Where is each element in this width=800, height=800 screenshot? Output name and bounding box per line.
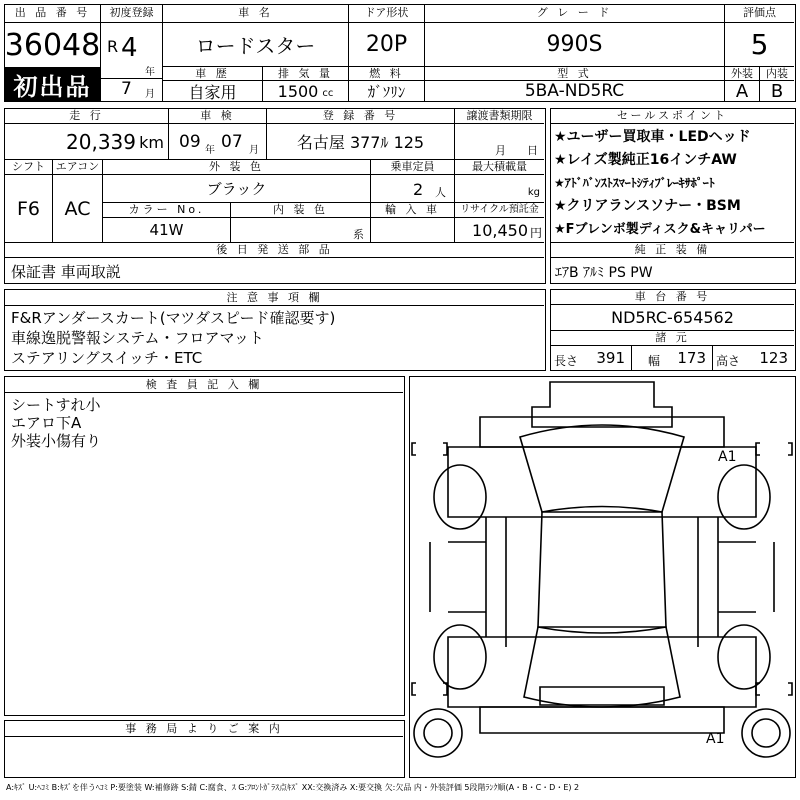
int-cell bbox=[760, 81, 794, 101]
cc-cell bbox=[263, 81, 349, 101]
transfer-label: 譲渡書類期限 bbox=[455, 109, 544, 124]
dims-label: 諸 元 bbox=[551, 331, 794, 346]
sales-point: ★ユーザー買取車・LEDヘッド bbox=[554, 129, 751, 145]
chassis-cell bbox=[551, 305, 794, 331]
capacity-label: 乗車定員 bbox=[371, 160, 455, 175]
color-cell bbox=[103, 175, 371, 203]
lot-number bbox=[5, 23, 101, 67]
inspector-line: シートすれ小 bbox=[11, 396, 101, 414]
model-label: 型 式 bbox=[425, 67, 725, 81]
chassis-label: 車 台 番 号 bbox=[551, 290, 794, 305]
width-cell bbox=[632, 346, 713, 370]
width-text: 173 bbox=[677, 349, 706, 367]
load-unit: kg bbox=[527, 187, 540, 198]
first-listing-badge bbox=[5, 67, 101, 101]
mileage-label: 走 行 bbox=[5, 109, 169, 124]
recycle-cell bbox=[455, 218, 544, 243]
plate-text: 名古屋 377ﾙ 125 bbox=[296, 133, 425, 152]
reg-month-unit: 月 bbox=[145, 89, 155, 100]
damage-mark-top: A1 bbox=[718, 449, 737, 465]
ext-label: 外装 bbox=[725, 67, 760, 81]
interior-cell bbox=[231, 218, 371, 243]
length-text: 391 bbox=[596, 349, 625, 367]
note-line: ステアリングスイッチ・ETC bbox=[11, 349, 203, 367]
insp-month-text: 07 bbox=[221, 132, 243, 152]
color-text: ブラック bbox=[206, 180, 267, 198]
colorno-cell bbox=[103, 218, 231, 243]
model-cell bbox=[425, 81, 725, 101]
capacity-cell bbox=[371, 175, 455, 203]
mileage-unit: km bbox=[139, 133, 164, 152]
legend-footer: A:ｷｽﾞ U:ﾍｺﾐ B:ｷｽﾞを伴うﾍｺﾐ P:要塗装 W:補修跡 S:錆 C:腐食、ｽ G:ﾌﾛﾝﾄｶﾞﾗｽ点ｷｽﾞ XX:交換済み X:要交換 欠:欠品 内・外装評価 5段階ﾗﾝｸ順(A・B・C・D・E) 2 bbox=[6, 783, 580, 792]
era-text: R bbox=[107, 37, 119, 56]
sales-list bbox=[551, 124, 794, 243]
inspection-cell bbox=[169, 124, 267, 160]
ext-text: A bbox=[735, 81, 749, 101]
insp-year-unit: 年 bbox=[205, 145, 215, 156]
ac-label: エアコン bbox=[53, 160, 103, 175]
recycle-label: リサイクル預託金 bbox=[455, 203, 544, 218]
equip-label: 純 正 装 備 bbox=[551, 243, 794, 258]
transfer-cell bbox=[455, 124, 544, 160]
equip-text: ｴｱB ｱﾙﾐ PS PW bbox=[555, 265, 653, 281]
lot-label: 出 品 番 号 bbox=[5, 5, 101, 23]
reg-month-cell bbox=[101, 79, 163, 101]
inspector-label: 検 査 員 記 入 欄 bbox=[5, 377, 403, 393]
damage-mark-bottom: A1 bbox=[706, 731, 725, 747]
car-outline-icon bbox=[410, 377, 794, 776]
car-name-label: 車 名 bbox=[163, 5, 349, 23]
equip-cell bbox=[551, 258, 794, 282]
score-cell bbox=[725, 23, 794, 67]
interior-unit: 系 bbox=[353, 228, 364, 241]
colorno-text: 41W bbox=[149, 221, 184, 239]
transfer-month-unit: 月 bbox=[495, 144, 506, 157]
ac-cell bbox=[53, 175, 103, 243]
load-cell bbox=[455, 175, 544, 203]
score-text: 5 bbox=[750, 28, 769, 61]
sales-point: ★クリアランスソナー・BSM bbox=[554, 198, 741, 214]
ext-cell bbox=[725, 81, 760, 101]
door-cell bbox=[349, 23, 425, 67]
chassis-text: ND5RC-654562 bbox=[611, 308, 734, 327]
grade-text: 990S bbox=[546, 32, 603, 57]
shift-label: シフト bbox=[5, 160, 53, 175]
door-label: ドア形状 bbox=[349, 5, 425, 23]
insp-month-unit: 月 bbox=[249, 145, 259, 156]
plate-label: 登 録 番 号 bbox=[267, 109, 455, 124]
later-parts-text: 保証書 車両取説 bbox=[11, 263, 121, 281]
mileage-text: 20,339 bbox=[66, 130, 136, 154]
notes-lines bbox=[11, 308, 335, 368]
sales-point: ★ｱﾄﾞﾊﾞﾝｽﾄｽﾏｰﾄｼﾃｨﾌﾞﾚｰｷｻﾎﾟｰﾄ bbox=[554, 176, 715, 190]
plate-cell bbox=[267, 124, 455, 160]
car-name-cell bbox=[163, 23, 349, 67]
later-parts-cell bbox=[5, 258, 544, 282]
shift-cell bbox=[5, 175, 53, 243]
car-diagram bbox=[409, 376, 796, 778]
chassis-block bbox=[550, 289, 796, 371]
fuel-label: 燃 料 bbox=[349, 67, 425, 81]
model-text: 5BA-ND5RC bbox=[524, 81, 625, 101]
cc-label: 排 気 量 bbox=[263, 67, 349, 81]
office-label: 事 務 局 よ り ご 案 内 bbox=[5, 721, 403, 737]
recycle-text: 10,450 bbox=[472, 221, 528, 240]
color-label: 外 装 色 bbox=[103, 160, 371, 175]
mileage-cell bbox=[5, 124, 169, 160]
note-line: 車線逸脱警報システム・フロアマット bbox=[11, 329, 264, 347]
cc-text: 1500 bbox=[277, 81, 319, 101]
inspector-line: エアロ下A bbox=[11, 414, 82, 432]
header-block bbox=[4, 4, 796, 102]
length-label: 長さ bbox=[554, 354, 579, 368]
door-text: 20P bbox=[365, 32, 408, 57]
length-cell bbox=[551, 346, 632, 370]
import-cell bbox=[371, 218, 455, 243]
transfer-day-unit: 日 bbox=[527, 144, 538, 157]
history-text: 自家用 bbox=[188, 82, 237, 101]
capacity-unit: 人 bbox=[435, 186, 446, 199]
score-label: 評価点 bbox=[725, 5, 794, 23]
history-label: 車 歴 bbox=[163, 67, 263, 81]
reg-label: 初度登録 bbox=[101, 5, 163, 23]
reg-year-text: 4 bbox=[121, 33, 138, 63]
lot-number-text: 36048 bbox=[5, 27, 101, 63]
reg-month-text: 7 bbox=[121, 79, 132, 99]
import-label: 輸 入 車 bbox=[371, 203, 455, 218]
sales-point: ★Fブレンボ製ディスク&キャリパー bbox=[554, 222, 766, 237]
shift-text: F6 bbox=[16, 197, 41, 220]
inspection-label: 車 検 bbox=[169, 109, 267, 124]
height-cell bbox=[713, 346, 794, 370]
info-block bbox=[4, 108, 546, 284]
later-parts-label: 後 日 発 送 部 品 bbox=[5, 243, 544, 258]
fuel-cell bbox=[349, 81, 425, 101]
colorno-label: カラー No. bbox=[103, 203, 231, 218]
grade-label: グ レ ー ド bbox=[425, 5, 725, 23]
height-text: 123 bbox=[759, 349, 788, 367]
int-text: B bbox=[770, 81, 784, 101]
inspector-lines bbox=[11, 396, 101, 450]
inspector-line: 外装小傷有り bbox=[11, 432, 102, 450]
sales-point: ★レイズ製純正16インチAW bbox=[554, 152, 737, 168]
notes-block bbox=[4, 289, 546, 371]
grade-cell bbox=[425, 23, 725, 67]
int-label: 内装 bbox=[760, 67, 794, 81]
width-label: 幅 bbox=[648, 354, 661, 368]
recycle-unit: 円 bbox=[529, 226, 542, 240]
sales-block bbox=[550, 108, 796, 284]
insp-year-text: 09 bbox=[179, 132, 201, 152]
notes-label: 注 意 事 項 欄 bbox=[5, 290, 544, 306]
capacity-text: 2 bbox=[413, 180, 424, 199]
height-label: 高さ bbox=[716, 354, 741, 368]
interior-label: 内 装 色 bbox=[231, 203, 371, 218]
reg-year-cell bbox=[101, 23, 163, 79]
car-name-text: ロードスター bbox=[195, 34, 316, 58]
cc-unit: cc bbox=[322, 87, 334, 99]
reg-year-unit: 年 bbox=[145, 67, 155, 78]
load-label: 最大積載量 bbox=[455, 160, 544, 175]
first-listing-text: 初出品 bbox=[13, 72, 92, 101]
office-block bbox=[4, 720, 405, 778]
ac-text: AC bbox=[64, 197, 91, 220]
inspector-block bbox=[4, 376, 405, 716]
history-cell bbox=[163, 81, 263, 101]
sales-label: セールスポイント bbox=[551, 109, 794, 124]
fuel-text: ｶﾞｿﾘﾝ bbox=[367, 82, 406, 101]
note-line: F&Rアンダースカート(マツダスピード確認要す) bbox=[11, 309, 336, 327]
